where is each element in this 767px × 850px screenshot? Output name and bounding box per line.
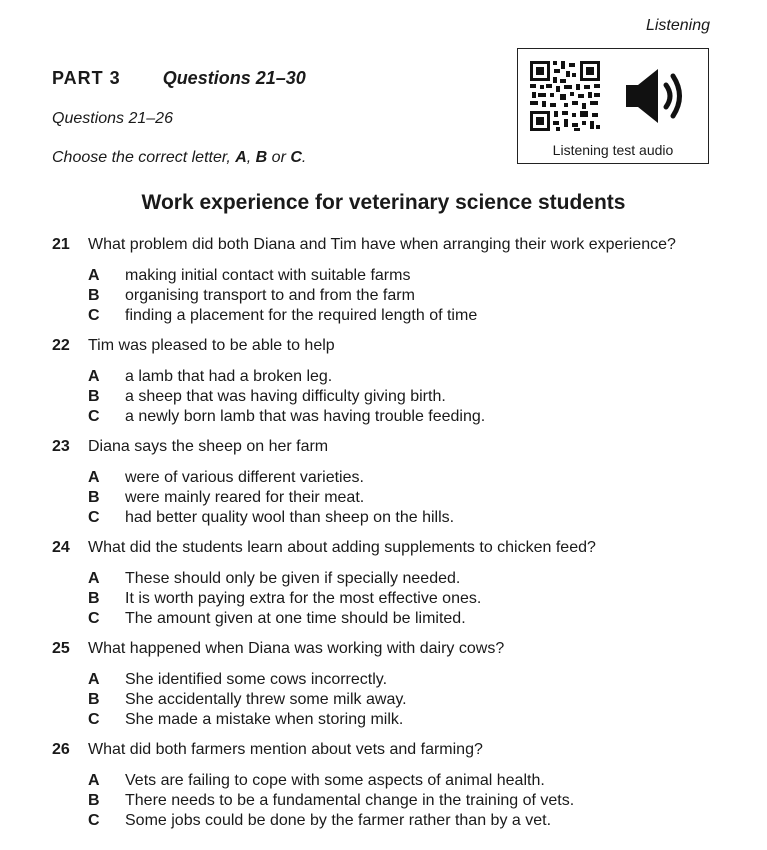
- option-c[interactable]: [52, 307, 732, 327]
- option-a[interactable]: [52, 570, 732, 590]
- option-list: [52, 570, 732, 630]
- option-list: [52, 469, 732, 529]
- instruction-letter-a: A: [235, 149, 247, 166]
- instruction-letter-b: B: [255, 149, 268, 166]
- question-number: 21: [52, 236, 70, 253]
- option-a[interactable]: [52, 267, 732, 287]
- question-stem: [52, 337, 732, 359]
- option-a[interactable]: [52, 368, 732, 388]
- instruction-period: .: [301, 149, 307, 166]
- option-text: a sheep that was having difficulty giving birth.: [125, 388, 446, 405]
- instruction-comma: ,: [246, 149, 256, 166]
- option-letter: B: [88, 388, 100, 405]
- option-letter: A: [88, 267, 100, 284]
- option-letter: A: [88, 671, 100, 688]
- question-text: Tim was pleased to be able to help: [88, 337, 335, 354]
- question-22: [52, 337, 732, 428]
- option-b[interactable]: [52, 792, 732, 812]
- option-text: a lamb that had a broken leg.: [125, 368, 333, 385]
- option-text: were of various different varieties.: [125, 469, 364, 486]
- questions-range: Questions 21–30: [162, 68, 306, 88]
- part-heading: [52, 68, 306, 89]
- option-b[interactable]: [52, 287, 732, 307]
- option-b[interactable]: [52, 691, 732, 711]
- instruction-or: or: [267, 149, 291, 166]
- option-c[interactable]: [52, 711, 732, 731]
- option-list: [52, 671, 732, 731]
- option-c[interactable]: [52, 509, 732, 529]
- option-letter: C: [88, 307, 100, 324]
- option-letter: C: [88, 711, 100, 728]
- option-b[interactable]: [52, 590, 732, 610]
- option-list: [52, 267, 732, 327]
- option-letter: C: [88, 408, 100, 425]
- option-b[interactable]: [52, 489, 732, 509]
- question-text: Diana says the sheep on her farm: [88, 438, 329, 455]
- option-text: making initial contact with suitable farms: [125, 267, 411, 284]
- option-text: She identified some cows incorrectly.: [125, 671, 388, 688]
- speaker-icon[interactable]: [622, 65, 688, 127]
- qr-code-icon[interactable]: [528, 59, 602, 133]
- question-stem: [52, 640, 732, 662]
- question-stem: [52, 236, 732, 258]
- option-a[interactable]: [52, 469, 732, 489]
- option-letter: B: [88, 287, 100, 304]
- question-text: What happened when Diana was working with dairy cows?: [88, 640, 505, 657]
- option-c[interactable]: [52, 610, 732, 630]
- option-c[interactable]: [52, 812, 732, 832]
- sub-range: Questions 21–26: [52, 110, 173, 127]
- option-text: She accidentally threw some milk away.: [125, 691, 407, 708]
- part-label: PART 3: [52, 68, 121, 88]
- question-24: [52, 539, 732, 630]
- option-text: She made a mistake when storing milk.: [125, 711, 404, 728]
- option-text: The amount given at one time should be limited.: [125, 610, 466, 627]
- audio-caption: Listening test audio: [552, 142, 674, 158]
- option-letter: B: [88, 691, 100, 708]
- page-title: Work experience for veterinary science students: [141, 191, 626, 214]
- instruction-text: Choose the correct letter,: [52, 149, 236, 166]
- option-text: These should only be given if specially needed.: [125, 570, 461, 587]
- question-21: [52, 236, 732, 327]
- question-number: 22: [52, 337, 70, 354]
- instruction-letter-c: C: [290, 149, 302, 166]
- option-letter: C: [88, 610, 100, 627]
- option-text: Vets are failing to cope with some aspects of animal health.: [125, 772, 545, 789]
- option-text: were mainly reared for their meat.: [125, 489, 365, 506]
- question-number: 24: [52, 539, 70, 556]
- question-number: 26: [52, 741, 70, 758]
- audio-box[interactable]: [517, 48, 709, 164]
- option-a[interactable]: [52, 772, 732, 792]
- question-26: [52, 741, 732, 832]
- option-letter: B: [88, 489, 100, 506]
- option-letter: C: [88, 509, 100, 526]
- option-letter: A: [88, 570, 100, 587]
- question-number: 25: [52, 640, 70, 657]
- option-text: There needs to be a fundamental change in the training of vets.: [125, 792, 575, 809]
- option-letter: A: [88, 772, 100, 789]
- option-letter: B: [88, 792, 100, 809]
- option-text: Some jobs could be done by the farmer rather than by a vet.: [125, 812, 552, 829]
- option-text: had better quality wool than sheep on the hills.: [125, 509, 455, 526]
- instruction: [52, 149, 306, 167]
- option-letter: B: [88, 590, 100, 607]
- option-text: finding a placement for the required length of time: [125, 307, 478, 324]
- option-list: [52, 772, 732, 832]
- option-b[interactable]: [52, 388, 732, 408]
- question-number: 23: [52, 438, 70, 455]
- question-stem: [52, 438, 732, 460]
- question-text: What problem did both Diana and Tim have when arranging their work experience?: [88, 236, 676, 253]
- question-text: What did the students learn about adding supplements to chicken feed?: [88, 539, 596, 556]
- option-a[interactable]: [52, 671, 732, 691]
- option-letter: C: [88, 812, 100, 829]
- option-text: organising transport to and from the farm: [125, 287, 415, 304]
- option-letter: A: [88, 469, 100, 486]
- option-list: [52, 368, 732, 428]
- option-text: a newly born lamb that was having trouble feeding.: [125, 408, 486, 425]
- question-25: [52, 640, 732, 731]
- option-text: It is worth paying extra for the most effective ones.: [125, 590, 482, 607]
- option-letter: A: [88, 368, 100, 385]
- question-stem: [52, 741, 732, 763]
- question-23: [52, 438, 732, 529]
- question-stem: [52, 539, 732, 561]
- question-text: What did both farmers mention about vets and farming?: [88, 741, 483, 758]
- section-label: Listening: [645, 17, 710, 34]
- option-c[interactable]: [52, 408, 732, 428]
